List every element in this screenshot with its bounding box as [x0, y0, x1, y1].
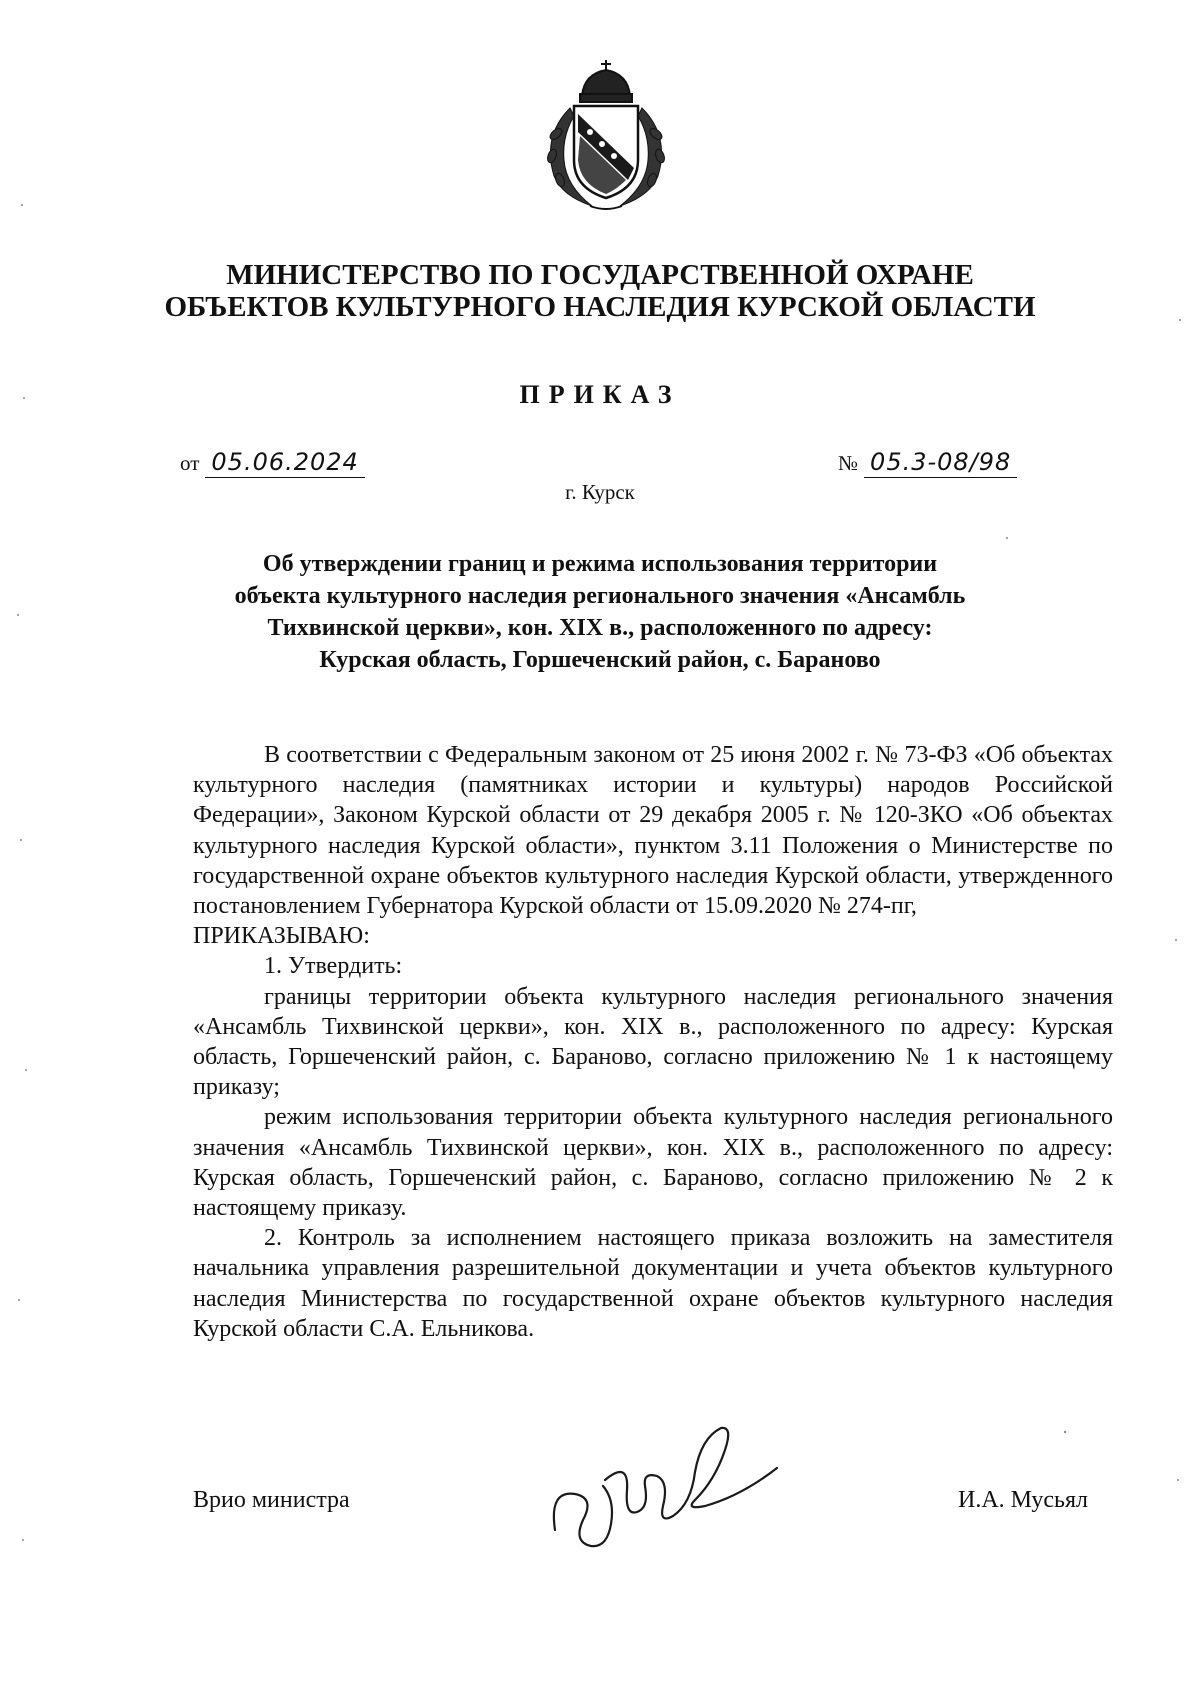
subject-line: объекта культурного наследия регионального значения «Ансамбль [234, 583, 966, 609]
order-date [180, 448, 365, 478]
order-word: ПРИКАЗЫВАЮ: [193, 923, 370, 950]
subject-line: Об утверждении границ и режима использования территории [262, 551, 938, 577]
item-1-regime: режим использования территории объекта культурного наследия регионального значения «Ансамбль Тихвинской церкви», кон. XIX в., расположенного по адресу: Курская область, Горшеченский район, с. Бараново, согласно приложению № 2 к настоящему приказу. [193, 1104, 1113, 1222]
subject-line: Курская область, Горшеченский район, с. Бараново [319, 647, 881, 673]
order-subject [150, 548, 1050, 676]
number-handwritten: 05.3-08/98 [864, 448, 1017, 478]
date-handwritten: 05.06.2024 [205, 448, 364, 478]
date-prefix: от [180, 451, 200, 475]
item-1-boundaries: границы территории объекта культурного наследия регионального значения «Ансамбль Тихвинской церкви», кон. XIX в., расположенного по адресу: Курская область, Горшеченский район, с. Бараново, согласно приложению № 1 к настоящему приказу; [193, 983, 1113, 1101]
order-number [838, 448, 1017, 478]
item-1-title: 1. Утвердить: [264, 953, 403, 980]
number-prefix: № [838, 451, 859, 475]
subject-line: Тихвинской церкви», кон. XIX в., расположенного по адресу: [267, 615, 933, 641]
preamble-paragraph: В соответствии с Федеральным законом от 25 июня 2002 г. № 73-ФЗ «Об объектах культурного наследия (памятниках истории и культуры) народов Российской Федерации», Законом Курской области от 29 декабря 2005 г. № 120-ЗКО «Об объектах культурного наследия Курской области», пунктом 3.11 Положения о Министерстве по государственной охране объектов культурного наследия Курской области, утвержденного постановлением Губернатора Курской области от 15.09.2020 № 274-пг, [193, 742, 1113, 920]
document-type-title: ПРИКАЗ [519, 380, 681, 409]
item-2-control: 2. Контроль за исполнением настоящего приказа возложить на заместителя начальника управления разрешительной документации и учета объектов культурного наследия Министерства по государственной охране объектов культурного наследия Курской области С.А. Ельникова. [193, 1225, 1113, 1342]
ministry-name-line2: ОБЪЕКТОВ КУЛЬТУРНОГО НАСЛЕДИЯ КУРСКОЙ ОБЛАСТИ [164, 291, 1036, 323]
ministry-name-line1: МИНИСТЕРСТВО ПО ГОСУДАРСТВЕННОЙ ОХРАНЕ [226, 259, 974, 291]
signatory-name: И.А. Мусьял [958, 1487, 1089, 1513]
city: г. Курск [565, 480, 635, 504]
order-body [193, 740, 1113, 1344]
handwritten-signature [545, 1420, 785, 1560]
signatory-position: Врио министра [193, 1487, 350, 1513]
coat-of-arms-emblem [532, 56, 680, 214]
